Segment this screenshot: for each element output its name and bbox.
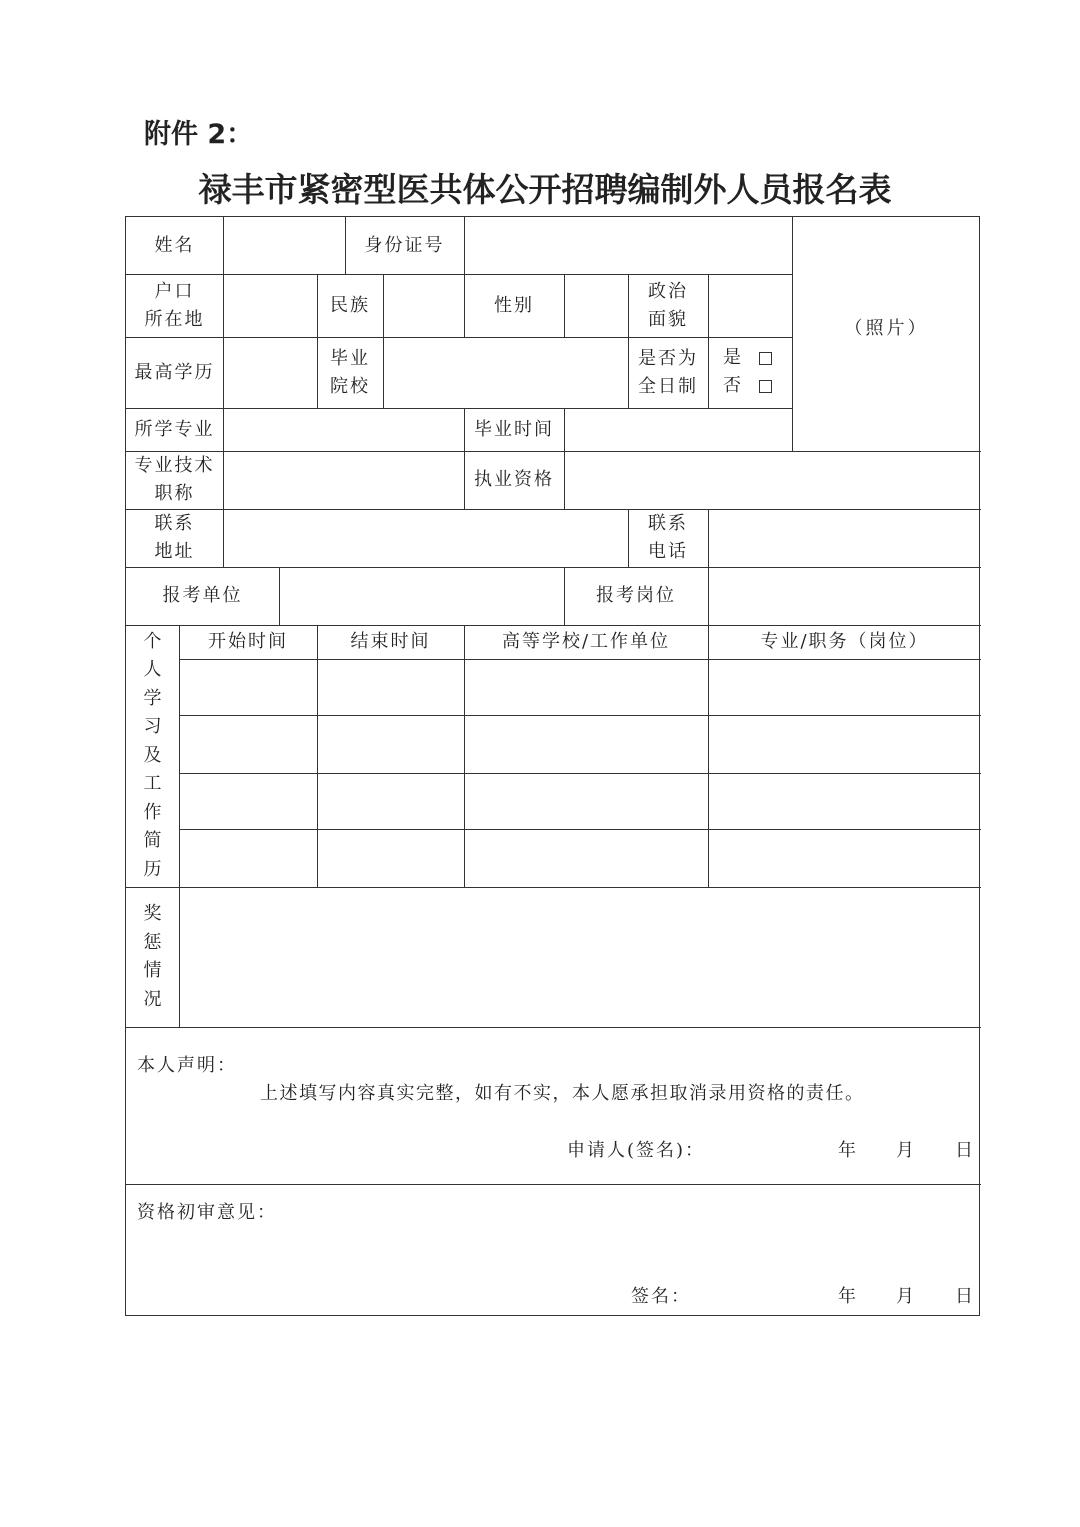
- resume-header-end: 结束时间: [350, 631, 431, 652]
- review-month: 月: [896, 1286, 916, 1307]
- applicant-signature: 申请人(签名)：: [567, 1140, 706, 1161]
- id-number-label: 身份证号: [364, 234, 445, 256]
- resume-header-start: 开始时间: [208, 631, 288, 652]
- ethnicity-label: 民族: [330, 294, 370, 316]
- resume-label: 个 人 学 习 及 工 作 简 历: [143, 630, 162, 880]
- no-checkbox[interactable]: [759, 380, 772, 393]
- resume-header-position: 专业/职务（岗位）: [760, 631, 929, 652]
- fulltime-no-option[interactable]: 否: [723, 372, 772, 400]
- declaration-text: 上述填写内容真实完整，如有不实，本人愿承担取消录用资格的责任。: [260, 1083, 865, 1104]
- awards-label: 奖 惩 情 况: [143, 903, 162, 1010]
- form-title: 禄丰市紧密型医共体公开招聘编制外人员报名表: [198, 170, 892, 209]
- phone-label: 联系 电话: [648, 513, 688, 562]
- declaration-year: 年: [838, 1140, 858, 1161]
- qualification-label: 执业资格: [474, 469, 554, 490]
- fulltime-yes-option[interactable]: 是: [723, 344, 772, 372]
- grad-time-label: 毕业时间: [474, 418, 554, 440]
- political-status-label: 政治 面貌: [648, 280, 688, 330]
- professional-title-label: 专业技术 职称: [134, 455, 215, 504]
- school-label: 毕业 院校: [330, 347, 370, 397]
- name-label: 姓名: [154, 234, 195, 256]
- review-signature: 签名：: [631, 1286, 691, 1307]
- applied-unit-label: 报考单位: [162, 585, 243, 606]
- resume-header-school: 高等学校/工作单位: [501, 631, 671, 652]
- review-day: 日: [955, 1286, 975, 1307]
- fulltime-label: 是否为 全日制: [638, 347, 698, 397]
- registration-form: [125, 216, 980, 1316]
- applied-post-label: 报考岗位: [596, 585, 676, 606]
- declaration-day: 日: [955, 1140, 975, 1161]
- declaration-title: 本人声明：: [137, 1055, 237, 1076]
- education-label: 最高学历: [134, 361, 215, 383]
- review-title: 资格初审意见：: [137, 1202, 277, 1223]
- photo-placeholder: （照片）: [844, 318, 929, 339]
- yes-checkbox[interactable]: [759, 352, 772, 365]
- review-year: 年: [838, 1286, 858, 1307]
- address-label: 联系 地址: [154, 513, 195, 562]
- gender-label: 性别: [494, 294, 534, 316]
- attachment-label: 附件 2：: [144, 119, 254, 150]
- major-label: 所学专业: [134, 418, 215, 440]
- household-label: 户口 所在地: [144, 280, 205, 330]
- declaration-month: 月: [896, 1140, 916, 1161]
